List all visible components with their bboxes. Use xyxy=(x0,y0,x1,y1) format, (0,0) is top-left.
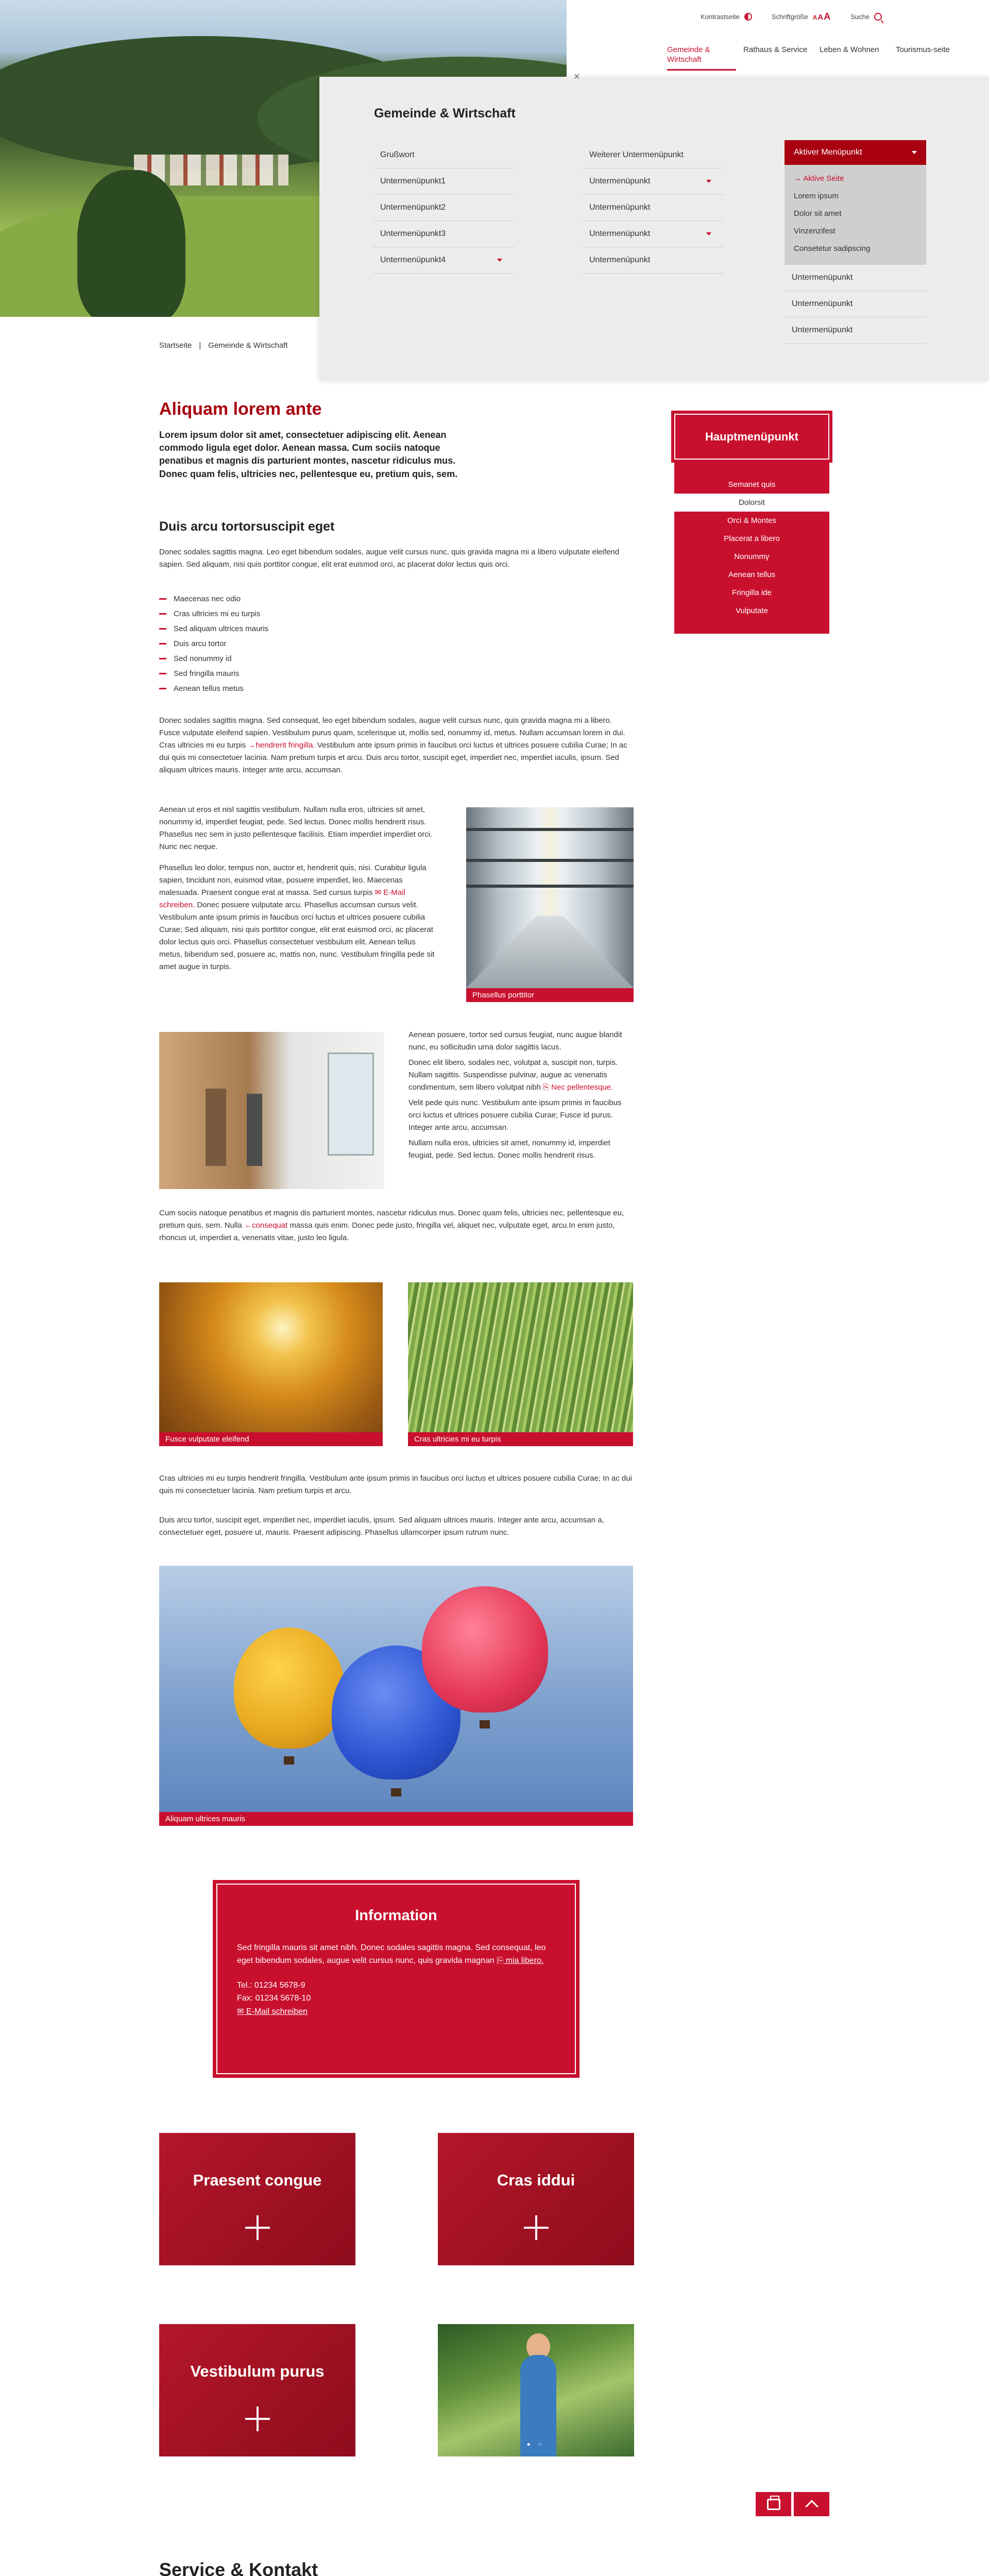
submenu-item[interactable]: Consetetur sadipscing xyxy=(794,244,871,253)
footer-title: Service & Kontakt xyxy=(159,2559,318,2576)
contrast-toggle[interactable] xyxy=(701,12,752,22)
mega-menu-item[interactable]: Grußwort xyxy=(373,142,515,168)
mega-menu-active-item[interactable]: Aktiver Menüpunkt xyxy=(785,140,926,165)
tile-title: Praesent congue xyxy=(193,2171,322,2189)
teaser-tile[interactable] xyxy=(159,2133,355,2265)
mega-menu-column-3 xyxy=(785,140,926,344)
sidebar-item-active[interactable]: Dolorsit xyxy=(674,494,829,512)
contrast-label: Kontrastseite xyxy=(701,12,740,21)
chevron-down-icon[interactable] xyxy=(497,259,502,262)
list-item: Sed aliquam ultrices mauris xyxy=(159,621,417,636)
sidebar-title[interactable]: Hauptmenüpunkt xyxy=(674,414,829,460)
image-caption: Fusce vulputate eleifend xyxy=(159,1432,383,1446)
sidebar-item[interactable]: Vulputate xyxy=(736,606,768,615)
mega-menu-item[interactable]: Untermenüpunkt2 xyxy=(373,195,515,221)
submenu-item-active[interactable]: → Aktive Seite xyxy=(794,174,844,183)
mega-menu-item[interactable]: Untermenüpunkt xyxy=(785,265,926,291)
teaser-tile[interactable] xyxy=(438,2133,634,2265)
chevron-down-icon[interactable] xyxy=(912,151,917,154)
image-caption: Cras ultricies mi eu turpis xyxy=(408,1432,633,1446)
email-link[interactable]: ✉ E-Mail schreiben. xyxy=(159,888,405,909)
nav-item-leben[interactable]: Leben & Wohnen xyxy=(820,45,879,54)
mega-menu-title: Gemeinde & Wirtschaft xyxy=(374,106,516,121)
printer-icon xyxy=(767,2499,780,2510)
grass-image xyxy=(408,1282,633,1446)
paragraph: Duis arcu tortor, suscipit eget, imperdiet nec, imperdiet iaculis, ipsum. Sed aliquam ultrices mauris. Integer ante arcu, accumsan a, consectetuer eget, posuere ut, mauris. Praesent adipiscing. Phasellus ullamcorper ipsum rutrum nunc. xyxy=(159,1516,604,1537)
bullet-list xyxy=(159,591,417,696)
list-item: Maecenas nec odio xyxy=(159,591,417,606)
info-fax: Fax: 01234 5678-10 xyxy=(237,1994,311,2003)
nav-item-tourismus[interactable]: Tourismus-seite xyxy=(896,45,950,54)
mega-menu-item[interactable]: Untermenüpunkt xyxy=(582,247,724,274)
scroll-top-button[interactable] xyxy=(794,2492,829,2516)
mega-menu-submenu xyxy=(785,165,926,265)
mega-menu-column-2 xyxy=(582,142,724,274)
breadcrumb-home[interactable]: Startseite xyxy=(159,341,192,350)
sidebar-item[interactable]: Placerat a libero xyxy=(724,534,780,543)
list-item: Sed nonummy id xyxy=(159,651,417,666)
page-title: Aliquam lorem ante xyxy=(159,399,322,419)
list-item: Duis arcu tortor xyxy=(159,636,417,651)
submenu-item[interactable]: Lorem ipsum xyxy=(794,192,839,200)
mega-menu-column-1 xyxy=(373,142,515,274)
sidebar-item[interactable]: Semanet quis xyxy=(728,480,776,489)
mega-menu-item[interactable]: Untermenüpunkt3 xyxy=(373,221,515,247)
main-navigation xyxy=(667,45,972,71)
information-title: Information xyxy=(355,1907,437,1924)
paragraph: Cras ultricies mi eu turpis hendrerit fringilla. Vestibulum ante ipsum primis in faucibus orci luctus et ultrices posuere cubilia Curae; In ac dui quis mi consectetuer lacinia. Nam pretium turpis et arcu. xyxy=(159,1474,632,1495)
list-item: Aenean tellus metus xyxy=(159,681,417,696)
nav-item-gemeinde[interactable]: Gemeinde & Wirtschaft xyxy=(667,45,736,71)
information-box: Information Sed fringilla mauris sit amet nibh. Donec sodales sagittis magna. Sed consequat, leo eget bibendum sodales, augue velit cursus nunc, quis gravida magnan ⎘ mia libero. Tel.: 01234 5678-9 Fax: 01234 5678-10 ✉ E-Mail schreiben xyxy=(213,1880,579,2078)
mega-menu-item[interactable]: Untermenüpunkt xyxy=(785,317,926,344)
teaser-tile[interactable] xyxy=(159,2324,355,2456)
close-icon[interactable]: × xyxy=(574,71,580,82)
section-title: Duis arcu tortorsuscipit eget xyxy=(159,519,335,534)
info-email-link[interactable]: ✉ E-Mail schreiben xyxy=(237,2007,308,2016)
sidebar-item[interactable]: Aenean tellus xyxy=(728,570,775,579)
paragraph: Aenean posuere, tortor sed cursus feugiat, nunc augue blandit nunc, eu sollicitudin urna dolor sagittis lacus. Donec elit libero, sodales nec, volutpat a, suscipit non, turpis. Nullam sagittis. Suspendisse pulvinar, augue ac venenatis condimentum, sem libero volutpat nibh ⎘ Nec pellentesque. Velit pede quis nunc. Vestibulum ante ipsum primis in faucibus orci luctus et ultrices posuere cubilia Curae; Fusce id purus. Integer ante arcu, accumsan. Nullam nulla eros, ultricies sit amet, nonummy id, imperdiet feugiat, pede. Sed lectus. Donec mollis hendrerit risus. xyxy=(408,1030,622,1160)
sidebar-nav xyxy=(674,414,829,634)
paragraph: Cum sociis natoque penatibus et magnis dis parturient montes, nascetur ridiculus mus. Donec quam felis, ultricies nec, pellentesque eu, pretium quis, sem. Nulla ←consequat massa quis enim. Donec pede justo, fringilla vel, aliquet nec, vulputate eget, arcu.In enim justo, rhoncus ut, imperdiet a, venenatis vitae, justo leo ligula. xyxy=(159,1209,624,1242)
utility-bar xyxy=(701,9,882,25)
list-item: Cras ultricies mi eu turpis xyxy=(159,606,417,621)
breadcrumb-current: Gemeinde & Wirtschaft xyxy=(208,341,288,350)
image-caption: Aliquam ultrices mauris xyxy=(159,1812,633,1826)
info-link[interactable]: ⎘ mia libero. xyxy=(497,1956,544,1965)
paragraph: Phasellus leo dolor, tempus non, auctor et, hendrerit quis, nisi. Curabitur ligula sapien, tincidunt non, euismod vitae, posuere imperdiet, leo. Maecenas malesuada. Praesent congue erat at massa. Sed cursus turpis ✉ E-Mail schreiben. Donec posuere vulputate arcu. Phasellus accumsan cursus velit. Vestibulum ante ipsum primis in faucibus orci luctus et ultrices posuere cubilia Curae; Sed aliquam, nisi quis porttitor congue, elit erat euismod orci, ac placerat dolor lectus quis orci. Phasellus consectetuer vestibulum elit. Aenean tellus metus, bibendum sed, posuere ac, mattis non, nunc. Vestibulum fringilla pede sit amet augue in turpis. xyxy=(159,863,435,971)
hiking-image-tile[interactable] xyxy=(438,2324,634,2456)
inline-link[interactable]: →hendrerit fringilla. xyxy=(248,741,315,750)
tile-title: Cras iddui xyxy=(497,2171,575,2189)
mega-menu-item[interactable]: Untermenüpunkt1 xyxy=(373,168,515,195)
mega-menu xyxy=(319,77,989,380)
chevron-down-icon[interactable] xyxy=(706,180,711,183)
paragraph: Aenean ut eros et nisl sagittis vestibulum. Nullam nulla eros, ultricies sit amet, nonummy id, imperdiet feugiat, pede. Sed lectus. Donec mollis hendrerit risus. Phasellus nec sem in justo pellentesque facilisis. Etiam imperdiet imperdiet orci. Nunc nec neque. xyxy=(159,805,433,851)
mega-menu-item[interactable]: Untermenüpunkt4 xyxy=(373,247,515,274)
plus-icon xyxy=(524,2215,549,2240)
list-item: Sed fringilla mauris xyxy=(159,666,417,681)
nav-item-rathaus[interactable]: Rathaus & Service xyxy=(743,45,808,54)
fontsize-control[interactable] xyxy=(772,10,831,24)
search-icon xyxy=(874,13,882,21)
mega-menu-item[interactable]: Untermenüpunkt xyxy=(582,168,724,195)
search-label: Suche xyxy=(850,12,870,21)
breadcrumb: Startseite | Gemeinde & Wirtschaft xyxy=(159,341,288,350)
fontsize-label: Schriftgröße xyxy=(771,12,808,21)
image-caption: Phasellus porttitor xyxy=(466,988,634,1002)
submenu-item[interactable]: Dolor sit amet xyxy=(794,209,842,218)
paragraph: Donec sodales sagittis magna. Sed consequat, leo eget bibendum sodales, augue velit cursus nunc, quis gravida magna mi a libero. Fusce vulputate eleifend sapien. Vestibulum purus quam, scelerisque ut, mollis sed, nonummy id, metus. Nullam accumsan lorem in dui. Cras ultricies mi eu turpis →hendrerit fringilla. Vestibulum ante ipsum primis in faucibus orci luctus et ultrices posuere cubilia Curae; In ac dui quis mi consectetuer lacinia. Nam pretium turpis et arcu. Duis arcu tortor, suscipit eget, imperdiet nec, imperdiet iaculis, ipsum. Sed aliquam ultrices mauris. Integer ante arcu, accumsan. xyxy=(159,716,627,774)
autumn-image xyxy=(159,1282,383,1446)
contrast-icon xyxy=(744,13,752,21)
sidebar-item[interactable]: Fringilla ide xyxy=(732,588,772,597)
corridor-image xyxy=(466,807,634,1002)
paragraph: Donec sodales sagittis magna. Leo eget bibendum sodales, augue velit cursus nunc, quis gravida magna mi a libero vulputate eleifend sapien. Sed aliquam, nisi quis porttitor congue, elit erat euismod orci, ac placerat dolor lectus quis orci. xyxy=(159,548,620,569)
inline-link[interactable]: ←consequat xyxy=(244,1221,288,1230)
plus-icon xyxy=(245,2406,270,2431)
search-toggle[interactable] xyxy=(850,12,882,22)
fontsize-icon[interactable]: AAA xyxy=(812,11,831,22)
mega-menu-item[interactable]: Untermenüpunkt xyxy=(582,221,724,247)
chevron-down-icon[interactable] xyxy=(706,232,711,235)
mega-menu-item[interactable]: Untermenüpunkt xyxy=(785,291,926,317)
inline-link[interactable]: ⎘ Nec pellentesque. xyxy=(542,1083,613,1092)
mega-menu-item[interactable]: Untermenüpunkt xyxy=(582,195,724,221)
balloons-image xyxy=(159,1566,633,1826)
info-tel: Tel.: 01234 5678-9 xyxy=(237,1980,305,1990)
slider-dots[interactable]: ● ○ xyxy=(526,2441,545,2448)
office-image xyxy=(159,1032,384,1189)
sidebar-item[interactable]: Nonummy xyxy=(734,552,770,561)
tile-title: Vestibulum purus xyxy=(190,2362,325,2380)
submenu-item[interactable]: Vinzenzifest xyxy=(794,227,835,235)
mega-menu-item[interactable]: Weiterer Untermenüpunkt xyxy=(582,142,724,168)
lead-text: Lorem ipsum dolor sit amet, consectetuer adipiscing elit. Aenean commodo ligula eget dolor. Aenean massa. Cum sociis natoque penatibus et magnis dis parturient montes, nascetur ridiculus mus. Donec quam felis, ultricies nec, pellentesque eu, pretium quis, sem. xyxy=(159,430,458,479)
sidebar-item[interactable]: Orci & Montes xyxy=(727,516,777,525)
chevron-up-icon xyxy=(805,2500,818,2513)
plus-icon xyxy=(245,2215,270,2240)
print-button[interactable] xyxy=(756,2492,791,2516)
